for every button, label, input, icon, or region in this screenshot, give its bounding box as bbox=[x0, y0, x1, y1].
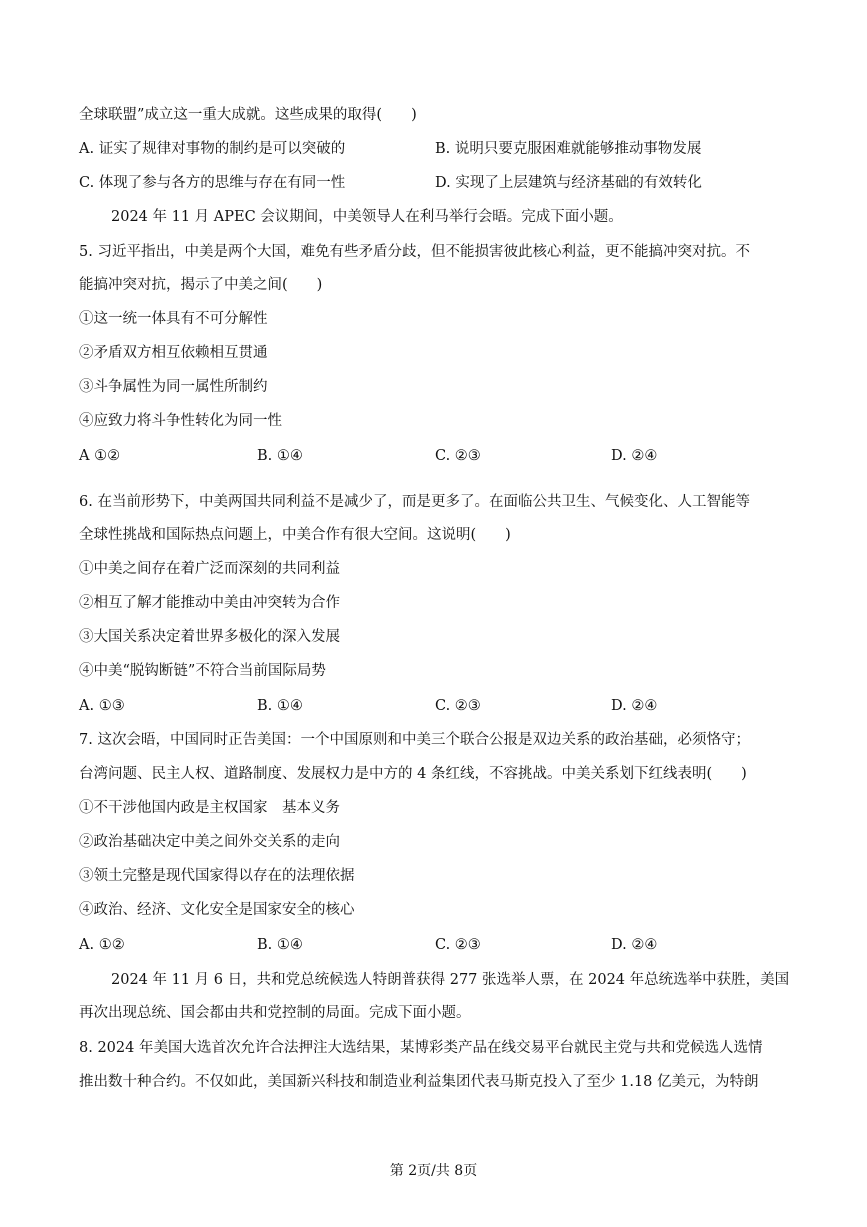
q4-stem-tail: 全球联盟”成立这一重大成就。这些成果的取得( ) bbox=[79, 107, 417, 123]
q5-item-4: ④应致力将斗争性转化为同一性 bbox=[79, 413, 282, 429]
q7-stem-line2: 台湾问题、民主人权、道路制度、发展权力是中方的 4 条红线，不容挑战。中美关系划下红线表明( ) bbox=[79, 766, 747, 782]
q7-option-b: B. ①④ bbox=[257, 937, 303, 953]
material-intro-apec: 2024 年 11 月 APEC 会议期间，中美领导人在利马举行会晤。完成下面小题。 bbox=[111, 209, 623, 225]
q4-option-b: B. 说明只要克服困难就能够推动事物发展 bbox=[435, 141, 702, 157]
q6-item-4: ④中美“脱钩断链”不符合当前国际局势 bbox=[79, 663, 326, 679]
q5-option-a: A ①② bbox=[79, 448, 121, 464]
q8-stem-line2: 推出数十种合约。不仅如此，美国新兴科技和制造业利益集团代表马斯克投入了至少 1.18 亿美元，为特朗 bbox=[79, 1074, 759, 1090]
q5-item-3: ③斗争属性为同一属性所制约 bbox=[79, 379, 268, 395]
q4-option-d: D. 实现了上层建筑与经济基础的有效转化 bbox=[435, 175, 702, 191]
q6-option-b: B. ①④ bbox=[257, 698, 303, 714]
q7-option-d: D. ②④ bbox=[611, 937, 658, 953]
q7-item-3: ③领土完整是现代国家得以存在的法理依据 bbox=[79, 868, 355, 884]
q7-item-2: ②政治基础决定中美之间外交关系的走向 bbox=[79, 834, 340, 850]
q5-item-1: ①这一统一体具有不可分解性 bbox=[79, 311, 268, 327]
q6-stem-line1: 6. 在当前形势下，中美两国共同利益不是减少了，而是更多了。在面临公共卫生、气候变化、人工智能等 bbox=[79, 494, 750, 510]
q6-option-c: C. ②③ bbox=[435, 698, 481, 714]
q5-stem-line1: 5. 习近平指出，中美是两个大国，难免有些矛盾分歧，但不能损害彼此核心利益，更不能搞冲突对抗。不 bbox=[79, 244, 750, 260]
q6-item-2: ②相互了解才能推动中美由冲突转为合作 bbox=[79, 595, 340, 611]
q5-option-d: D. ②④ bbox=[611, 448, 658, 464]
q7-item-4: ④政治、经济、文化安全是国家安全的核心 bbox=[79, 902, 355, 918]
q5-option-b: B. ①④ bbox=[257, 448, 303, 464]
q4-option-c: C. 体现了参与各方的思维与存在有同一性 bbox=[79, 175, 346, 191]
q5-stem-line2: 能搞冲突对抗，揭示了中美之间( ) bbox=[79, 277, 323, 293]
material-intro-election-line2: 再次出现总统、国会都由共和党控制的局面。完成下面小题。 bbox=[79, 1005, 471, 1021]
q5-item-2: ②矛盾双方相互依赖相互贯通 bbox=[79, 345, 268, 361]
q6-stem-line2: 全球性挑战和国际热点问题上，中美合作有很大空间。这说明( ) bbox=[79, 527, 511, 543]
q6-option-d: D. ②④ bbox=[611, 698, 658, 714]
q7-option-a: A. ①② bbox=[79, 937, 125, 953]
q6-item-3: ③大国关系决定着世界多极化的深入发展 bbox=[79, 629, 340, 645]
material-intro-election-line1: 2024 年 11 月 6 日，共和党总统候选人特朗普获得 277 张选举人票，在 2024 年总统选举中获胜，美国 bbox=[111, 972, 790, 988]
q5-option-c: C. ②③ bbox=[435, 448, 481, 464]
page-number-footer: 第 2页/共 8页 bbox=[389, 1163, 478, 1179]
q8-stem-line1: 8. 2024 年美国大选首次允许合法押注大选结果，某博彩类产品在线交易平台就民主党与共和党候选人选情 bbox=[79, 1040, 763, 1056]
q4-option-a: A. 证实了规律对事物的制约是可以突破的 bbox=[79, 141, 346, 157]
q7-stem-line1: 7. 这次会晤，中国同时正告美国：一个中国原则和中美三个联合公报是双边关系的政治基础，必须恪守； bbox=[79, 732, 750, 748]
q6-option-a: A. ①③ bbox=[79, 698, 125, 714]
q7-item-1: ①不干涉他国内政是主权国家 基本义务 bbox=[79, 800, 340, 816]
q7-option-c: C. ②③ bbox=[435, 937, 481, 953]
q6-item-1: ①中美之间存在着广泛而深刻的共同利益 bbox=[79, 561, 340, 577]
